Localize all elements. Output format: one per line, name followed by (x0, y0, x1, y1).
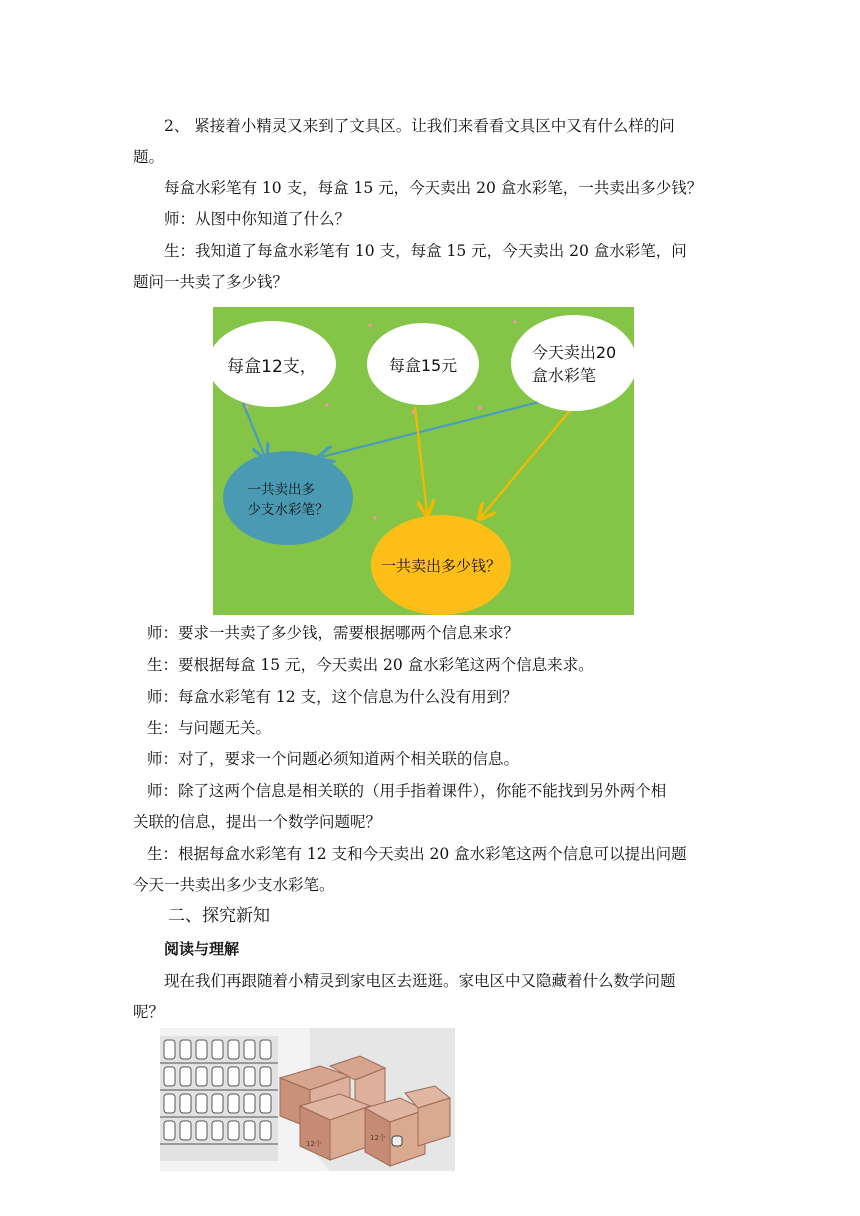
paragraph-teacher-question: 师：从图中你知道了什么？ (164, 210, 351, 228)
paragraph-intro-line2: 题。 (133, 148, 165, 166)
kettle-icon (212, 1040, 223, 1059)
paragraph-teacher-unused-info: 师：每盒水彩笔有 12 支，这个信息为什么没有用到？ (147, 688, 518, 706)
kettle-icon (196, 1094, 207, 1113)
kettle-icon (228, 1040, 239, 1059)
paragraph-student-new-question-line2: 今天一共卖出多少支水彩笔。 (133, 876, 335, 894)
kettle-icon (196, 1121, 207, 1140)
kettle-icon (260, 1067, 271, 1086)
kettle-icon (180, 1067, 191, 1086)
kettle-icon (244, 1121, 255, 1140)
paragraph-teacher-related-info: 师：对了，要求一个问题必须知道两个相关联的信息。 (147, 750, 520, 768)
subsection-heading: 阅读与理解 (164, 940, 240, 958)
kettle-icon (228, 1121, 239, 1140)
paragraph-student-new-question-line1: 生：根据每盒水彩笔有 12 支和今天卖出 20 盒水彩笔这两个信息可以提出问题 (147, 845, 687, 863)
arrow-bubble3-to-question1 (321, 399, 551, 457)
kettle-icon (260, 1121, 271, 1140)
paragraph-intro-line1: 2、 紧接着小精灵又来到了文具区。让我们来看看文具区中又有什么样的问 (164, 117, 675, 135)
arrow-bubble2-to-question2 (415, 407, 427, 513)
paragraph-student-which-info: 生：要根据每盒 15 元，今天卖出 20 盒水彩笔这两个信息来求。 (147, 656, 594, 674)
kettle-icon (180, 1121, 191, 1140)
kettle-icon (228, 1067, 239, 1086)
kettle-icon (164, 1094, 175, 1113)
kettle-icon (260, 1040, 271, 1059)
kettle-icon (164, 1067, 175, 1086)
question-bubble-total-money: 一共卖出多少钱？ (371, 515, 511, 615)
info-bubble-sold-boxes: 今天卖出20 盒水彩笔 (511, 315, 634, 411)
paragraph-appliance-line2: 呢？ (133, 1003, 165, 1021)
info-bubble-box-quantity: 每盒12支， (213, 321, 336, 407)
paragraph-teacher-find-another-line1: 师：除了这两个信息是相关联的（用手指着课件），你能不能找到另外两个相 (147, 782, 667, 800)
arrow-bubble1-to-question1 (243, 403, 265, 457)
kettle-icon (212, 1094, 223, 1113)
kettle-icon (164, 1040, 175, 1059)
paragraph-student-irrelevant: 生：与问题无关。 (147, 719, 272, 737)
appliance-store-illustration (160, 1028, 455, 1171)
kettle-icon (180, 1094, 191, 1113)
kettle-icon (244, 1040, 255, 1059)
kettle-icon (244, 1094, 255, 1113)
paragraph-teacher-find-another-line2: 关联的信息，提出一个数学问题呢？ (133, 813, 382, 831)
kettle-icon (212, 1067, 223, 1086)
paragraph-appliance-line1: 现在我们再跟随着小精灵到家电区去逛逛。家电区中又隐藏着什么数学问题 (164, 972, 676, 990)
kettle-icon (196, 1067, 207, 1086)
paragraph-problem: 每盒水彩笔有 10 支，每盒 15 元，今天卖出 20 盒水彩笔，一共卖出多少钱？ (164, 179, 703, 197)
kettle-icon (164, 1121, 175, 1140)
box-label-1: 12个 (306, 1140, 322, 1148)
paragraph-student-answer-line1: 生：我知道了每盒水彩笔有 10 支，每盒 15 元，今天卖出 20 盒水彩笔，问 (164, 242, 687, 260)
kettle-icon (180, 1040, 191, 1059)
kettle-icon (260, 1094, 271, 1113)
information-diagram (213, 307, 634, 615)
paragraph-teacher-which-info: 师：要求一共卖了多少钱，需要根据哪两个信息来求？ (147, 624, 520, 642)
box-label-2: 12个 (370, 1134, 386, 1142)
kettle-icon (212, 1121, 223, 1140)
kettle-icon (244, 1067, 255, 1086)
kettle-shelf-and-boxes-drawing (160, 1028, 455, 1171)
paragraph-student-answer-line2: 题问一共卖了多少钱？ (133, 273, 289, 291)
kettle-icon (196, 1040, 207, 1059)
question-bubble-total-pens: 一共卖出多 少支水彩笔？ (223, 451, 353, 545)
arrow-bubble3-to-question2 (481, 407, 573, 517)
section-heading: 二、探究新知 (168, 906, 270, 926)
info-bubble-box-price: 每盒15元 (367, 323, 479, 405)
kettle-icon (228, 1094, 239, 1113)
